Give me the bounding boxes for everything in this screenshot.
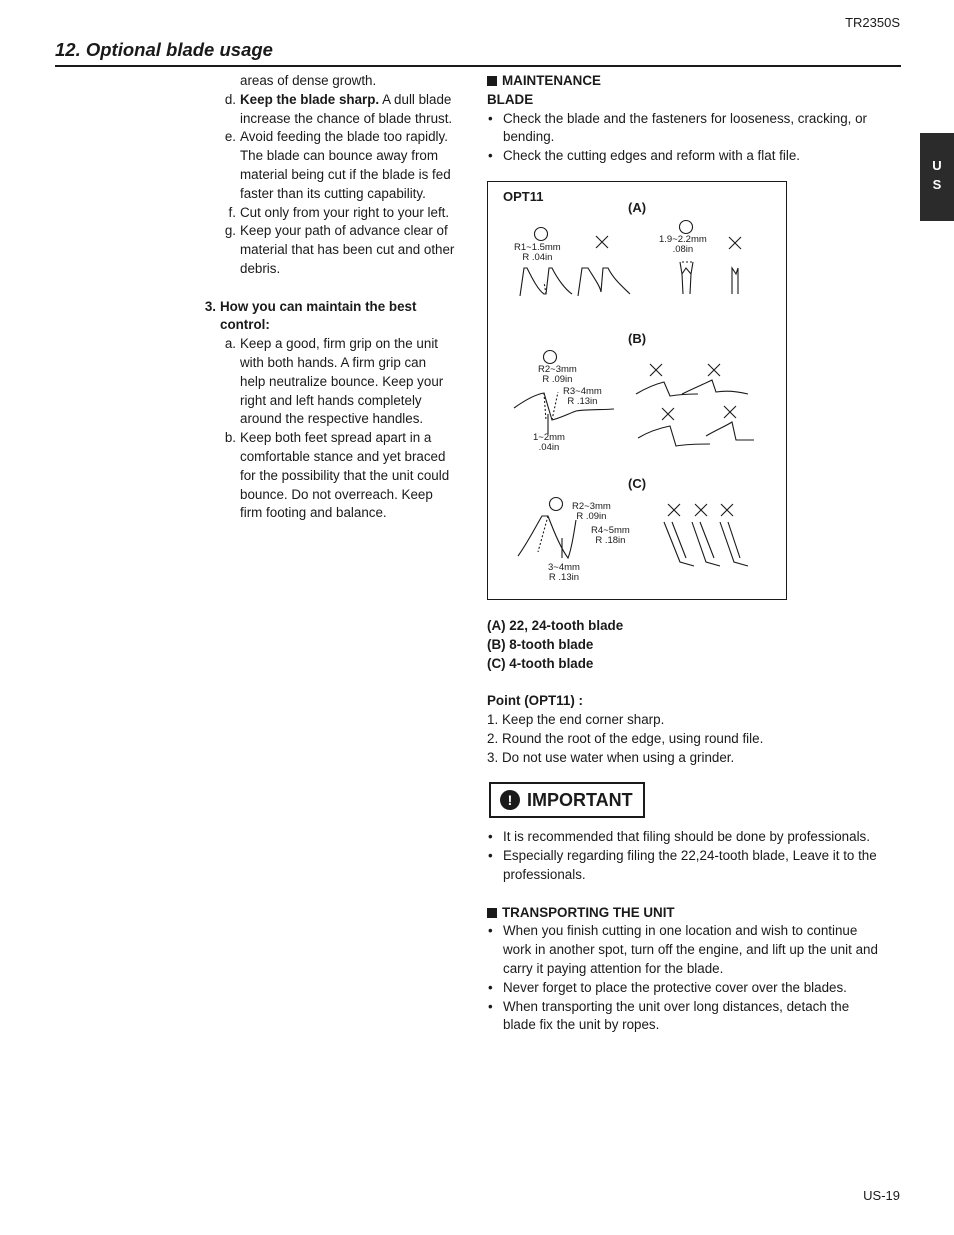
blade-subheading: BLADE	[487, 91, 534, 107]
text-line: work in another spot, turn off the engine, and lift up the unit and	[503, 942, 878, 958]
bullet-item	[487, 828, 901, 847]
wrong-mark-icon	[650, 364, 662, 376]
language-tab[interactable]	[920, 133, 954, 221]
list-marker: 3.	[204, 298, 216, 314]
tooth-front-view	[680, 262, 693, 294]
text-line: Keep your path of advance clear of	[240, 223, 448, 239]
bullet-item	[487, 979, 901, 998]
text-line: bounce. Do not overreach. Keep	[240, 486, 433, 502]
dimension-label: R4~5mm R .18in	[591, 524, 630, 547]
tooth-profile	[578, 268, 630, 296]
transport-heading: TRANSPORTING THE UNIT	[487, 904, 901, 923]
text-line: carry it paying attention for the blade.	[503, 960, 724, 976]
text-line: professionals.	[503, 866, 586, 882]
text-line: comfortable stance and yet braced	[240, 448, 446, 464]
dimension-label: R2~3mm R .09in	[572, 500, 611, 523]
text-line: Especially regarding filing the 22,24-tooth blade, Leave it to the	[503, 848, 877, 864]
bullet-item	[487, 847, 901, 885]
wrong-mark-icon	[695, 504, 707, 516]
bullet-dot-icon: •	[488, 148, 493, 164]
text-line: Keep both feet spread apart in a	[240, 430, 432, 446]
wrong-mark-icon	[596, 236, 608, 248]
continued-text	[200, 72, 472, 91]
point-heading: Point (OPT11) :	[487, 693, 583, 709]
text-line: areas of dense growth.	[240, 73, 377, 88]
bullet-dot-icon: •	[488, 848, 493, 864]
left-column	[200, 72, 472, 523]
tooth-profile	[720, 522, 748, 566]
list-item-g	[200, 222, 472, 278]
point-item: 2. Round the root of the edge, using round file.	[487, 730, 764, 746]
point-item: 1. Keep the end corner sharp.	[487, 711, 665, 727]
list-marker: d.	[224, 91, 236, 107]
figure-label-a: (A)	[628, 199, 647, 215]
language-tab-letter: U	[932, 158, 942, 173]
dimension-label: R1~1.5mm R .04in	[514, 241, 561, 264]
text-line: faster than its cutting capability.	[240, 185, 426, 201]
text-line: When you finish cutting in one location and wish to continue	[503, 923, 858, 939]
text-line: How you can maintain the best	[220, 298, 417, 314]
text-line: blade fix the unit by ropes.	[503, 1017, 660, 1033]
bullet-dot-icon: •	[488, 998, 493, 1014]
list-item-a	[200, 335, 472, 429]
text-line: Never forget to place the protective cover over the blades.	[503, 979, 847, 995]
text-line: When transporting the unit over long distances, detach the	[503, 998, 850, 1014]
text-line: right and left hands completely	[240, 392, 422, 408]
text-line: It is recommended that filing should be done by professionals.	[503, 829, 870, 845]
wrong-mark-icon	[668, 504, 680, 516]
text-line: The blade can bounce away from	[240, 148, 439, 164]
figure-label-c: (C)	[628, 475, 647, 491]
text-line: Check the blade and the fasteners for looseness, cracking, or	[503, 110, 867, 126]
maintenance-heading: MAINTENANCE	[487, 72, 901, 91]
list-item-b	[200, 429, 472, 523]
bullet-dot-icon: •	[488, 979, 493, 995]
square-bullet-icon	[487, 76, 497, 86]
dimension-label: 3~4mm R .13in	[548, 561, 580, 584]
text-line: Check the cutting edges and reform with a flat file.	[503, 148, 800, 164]
correct-mark-icon	[544, 350, 557, 363]
tooth-profile	[518, 516, 576, 558]
text-line: help neutralize bounce. Keep your	[240, 373, 444, 389]
text-line: for the possibility that the unit could	[240, 467, 450, 483]
correct-mark-icon	[535, 227, 548, 240]
text-line: firm footing and balance.	[240, 505, 387, 521]
text-line: A dull blade	[379, 91, 452, 107]
bullet-dot-icon: •	[488, 110, 493, 126]
correct-mark-icon	[680, 220, 693, 233]
figure-legend	[487, 617, 901, 673]
list-item-f	[200, 204, 472, 223]
wrong-mark-icon	[708, 364, 720, 376]
list-item-d	[200, 91, 472, 129]
wrong-mark-icon	[729, 237, 741, 249]
correct-mark-icon	[550, 497, 563, 510]
text-line: increase the chance of blade thrust.	[240, 110, 453, 126]
point-item: 3. Do not use water when using a grinder.	[487, 749, 735, 765]
exclamation-icon: !	[500, 790, 520, 810]
text-line: around the respective handles.	[240, 411, 424, 427]
bullet-item	[487, 998, 901, 1036]
wrong-mark-icon	[721, 504, 733, 516]
bold-lead: Keep the blade sharp.	[240, 91, 380, 107]
list-marker: a.	[224, 336, 236, 352]
tooth-profile	[682, 380, 748, 394]
dimension-label: R3~4mm R .13in	[563, 385, 602, 408]
bullet-dot-icon: •	[488, 829, 493, 845]
tooth-profile	[636, 382, 698, 396]
text-line: with both hands. A firm grip can	[240, 354, 427, 370]
right-column	[487, 72, 901, 1035]
list-marker: b.	[224, 430, 236, 446]
page-number: US-19	[863, 1188, 900, 1203]
wrong-mark-icon	[724, 406, 736, 418]
bullet-item	[487, 922, 901, 978]
legend-item: (A) 22, 24-tooth blade	[487, 617, 624, 633]
text-line: bending.	[503, 129, 555, 145]
section-heading-control	[200, 298, 472, 336]
legend-item: (C) 4-tooth blade	[487, 655, 594, 671]
dimension-label: 1.9~2.2mm .08in	[659, 233, 707, 256]
text-line: debris.	[240, 260, 281, 276]
page-title: 12. Optional blade usage	[55, 39, 273, 60]
list-item-e	[200, 128, 472, 203]
tooth-profile	[664, 522, 694, 566]
tooth-profile	[520, 268, 572, 296]
text-line: material being cut if the blade is fed	[240, 166, 451, 182]
figure-code: OPT11	[503, 188, 544, 204]
square-bullet-icon	[487, 908, 497, 918]
blade-filing-figure	[487, 181, 787, 600]
dimension-label: R2~3mm R .09in	[538, 363, 577, 386]
tooth-profile	[692, 522, 720, 566]
text-line: Avoid feeding the blade too rapidly.	[240, 129, 448, 145]
language-tab-letter: S	[932, 177, 942, 192]
list-marker: e.	[224, 129, 236, 145]
text-line: control:	[220, 317, 270, 333]
text-line: Keep a good, firm grip on the unit	[240, 336, 439, 352]
bullet-item	[487, 110, 901, 148]
text-line: material that has been cut and other	[240, 242, 455, 258]
model-number: TR2350S	[845, 15, 900, 30]
text-line: Cut only from your right to your left.	[240, 204, 450, 220]
important-label: IMPORTANT	[527, 789, 633, 810]
important-box	[489, 782, 645, 818]
dimension-line	[544, 282, 546, 294]
list-marker: f.	[228, 204, 236, 220]
list-marker: g.	[224, 223, 236, 239]
wrong-mark-icon	[662, 408, 674, 420]
title-rule	[55, 65, 901, 67]
tooth-front-view	[732, 268, 738, 294]
tooth-profile	[706, 422, 754, 440]
legend-item: (B) 8-tooth blade	[487, 636, 594, 652]
bullet-item	[487, 147, 901, 166]
tooth-profile	[638, 426, 710, 446]
bullet-dot-icon: •	[488, 923, 493, 939]
figure-label-b: (B)	[628, 330, 647, 346]
dimension-label: 1~2mm .04in	[533, 431, 565, 454]
